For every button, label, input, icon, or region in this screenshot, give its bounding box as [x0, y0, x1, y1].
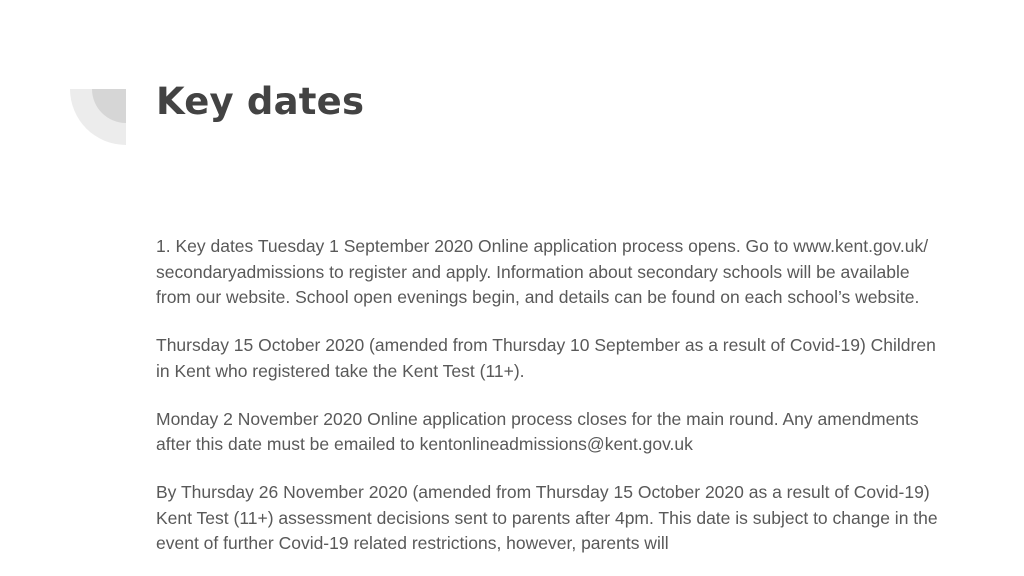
paragraph-assessment-decisions: By Thursday 26 November 2020 (amended from Thursday 15 October 2020 as a result of Covid-19) Kent Test (11+) assessment decisions sent to parents after 4pm. This date is subject to change in the event of further Covid-19 related restrictions, however, parents will — [156, 482, 938, 553]
quarter-circle-decoration — [70, 89, 126, 145]
slide-title: Key dates — [156, 80, 365, 123]
slide-body — [156, 234, 946, 576]
paragraph-application-closes: Monday 2 November 2020 Online application process closes for the main round. Any amendments after this date must be emailed to kentonlineadmissions@kent.gov.uk — [156, 408, 919, 454]
paragraph-kent-test: Thursday 15 October 2020 (amended from Thursday 10 September as a result of Covid-19) Children in Kent who registered take the Kent Test (11+). — [156, 335, 936, 381]
paragraph-key-dates-intro: 1. Key dates Tuesday 1 September 2020 Online application process opens. Go to www.kent.gov.uk/ secondaryadmissions to register and apply. Information about secondary schools will be available from our website. School open evenings begin, and details can be found on each school’s website. — [156, 236, 929, 307]
